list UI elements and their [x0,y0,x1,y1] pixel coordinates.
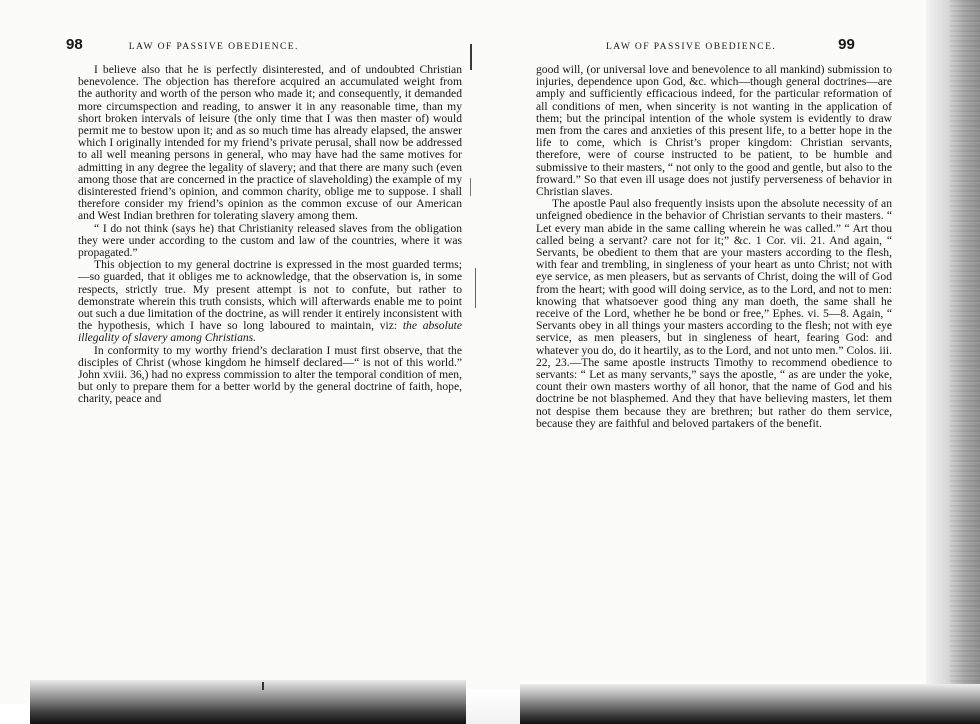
bottom-scan-shadow-right [520,684,980,724]
left-page-number: 98 [66,36,83,53]
right-running-head-title: LAW OF PASSIVE OBEDIENCE. [606,41,777,52]
bottom-left-corner [0,704,30,724]
paragraph: In conformity to my worthy friend’s declaration I must first observe, that the disciples of Christ (whose kingdom he himself declared—“ is not of this world.” John xviii. 36,) had no express commission to alter the temporal condition of men, but only to prepare them for a better world by the general doctrine of faith, hope, charity, peace and [78,343,462,406]
left-text-column [78,64,462,406]
italic-phrase: the absolute illegality of slavery among Christians. [78,319,462,345]
paragraph [78,259,462,344]
page-edge-stripes [950,0,980,724]
left-running-head-title: LAW OF PASSIVE OBEDIENCE. [128,41,299,52]
right-running-head [606,36,855,52]
paragraph: The apostle Paul also frequently insists upon the absolute necessity of an unfeigned obedience in the behavior of Christian servants to their masters. “ Let every man abide in the same calling wherein he was called.” “ Art thou called being a servant? care not for it;” &c. 1 Cor. vii. 21. And again, “ Servants, be obedient to them that are your masters according to the flesh, with fear and trembling, in singleness of your heart as unto Christ; not with eye service, as men pleasers, but as servants of Christ, doing the will of God from the heart; with good will doing service, as to the Lord, and not to men: knowing that whatsoever good thing any man doeth, the same shall he receive of the Lord, whether he be bond or free,” Ephes. vi. 5—8. Again, “ Servants obey in all things your masters according to the flesh; not with eye service, as men pleasers, but in singleness of heart, fearing God: and whatever you do, do it heartily, as to the Lord, and not unto men.” Colos. iii. 22, 23.—The same apostle instructs Timothy to recommend obedience to servants: “ Let as many servants,” says the apostle, “ as are under the yoke, count their own masters worthy of all honor, that the name of God and his doctrine be not blasphemed. And they that have believing masters, let them not despise them because they are brethren; but rather do them service, because they are faithful and beloved partakers of the benefit. [536,197,892,430]
gutter-mark [475,268,476,308]
paragraph: “ I do not think (says he) that Christianity released slaves from the obligation they were under according to the custom and law of the countries, where it was propagated.” [78,221,462,260]
gutter-mark [470,178,471,196]
tick-mark [262,682,264,690]
gutter-mark [470,44,472,70]
right-page-number: 99 [838,36,855,53]
bottom-gutter-gap [466,690,520,724]
left-running-head [66,36,299,52]
bottom-scan-shadow-left [30,680,466,724]
paragraph: I believe also that he is perfectly disinterested, and of undoubted Christian benevolence. The objection has therefore acquired an accumulated weight from the authority and worth of the person who made it; and consequently, it demanded more circumspection and reading, to answer it in any reasonable time, than my short broken intervals of leisure (the only time that I was then master of) would permit me to bestow upon it; and as so much time has already elapsed, the answer which I originally intended for my friend’s private perusal, shall now be addressed to all well meaning persons in general, who may have had the same motives for admitting in any degree the legality of slavery; and that there are many such (even among those that are concerned in the practice of slaveholding) the example of my disinterested friend’s opinion, and common charity, oblige me to suppose. I shall therefore consider my friend’s opinion as the common excuse of our American and West Indian brethren for tolerating slavery among them. [78,63,462,223]
right-text-column [536,64,892,430]
paragraph-text: This objection to my general doctrine is expressed in the most guarded terms;—so guarded, that it obliges me to acknowledge, that the observation is, in some respects, strictly true. My present attempt is not to confute, but rather to demonstrate wherein this truth consists, which will afterwards enable me to point out such a due limitation of the doctrine, as will render it entirely inconsistent with the hypothesis, which I have so long laboured to maintain, viz: [78,258,462,333]
paragraph: good will, (or universal love and benevolence to all mankind) submission to injuries, dependence upon God, &c. which—though general doctrines—are amply and sufficiently efficacious indeed, for the particular reformation of all conditions of men, when sincerity is not wanting in the application of them; but the principal intention of the whole system is evidently to draw men from the cares and anxieties of this present life, to a better hope in the life to come, which is Christ’s proper kingdom: Christian servants, therefore, were of course instructed to be patient, to be humble and submissive to their masters, “ not only to the good and gentle, but also to the froward.” So that even ill usage does not justify perverseness of behavior in Christian slaves. [536,63,892,199]
